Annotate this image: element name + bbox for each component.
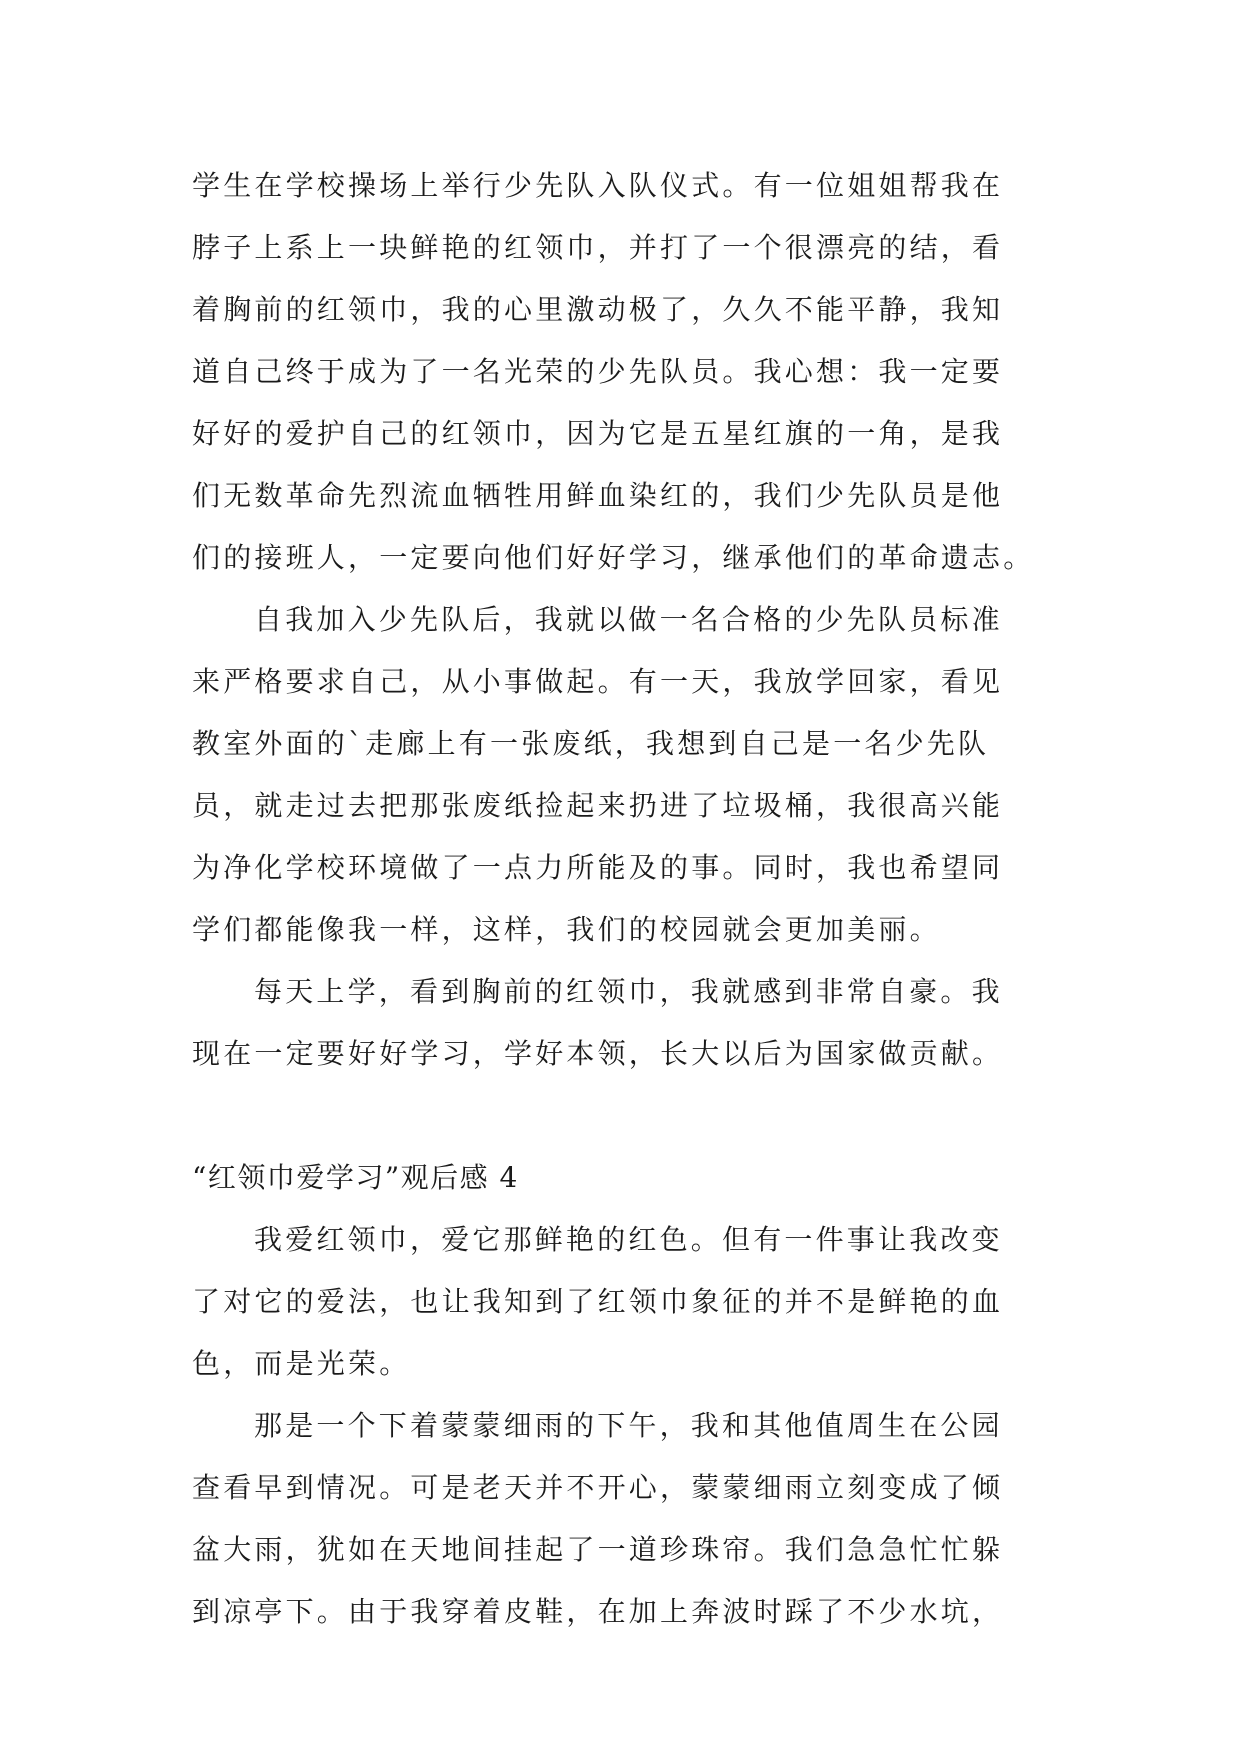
text-line: 们无数革命先烈流血牺牲用鲜血染红的，我们少先队员是他 [192,479,1004,512]
paragraph-4 [192,1209,1052,1395]
text-line: 现在一定要好好学习，学好本领，长大以后为国家做贡献。 [192,1037,1004,1070]
paragraph-1 [192,155,1052,589]
section-heading: “红领巾爱学习”观后感 4 [192,1161,519,1194]
text-line: 我爱红领巾，爱它那鲜艳的红色。但有一件事让我改变 [254,1223,1003,1256]
text-line: 了对它的爱法，也让我知到了红领巾象征的并不是鲜艳的血 [192,1285,1004,1318]
document-body [192,155,1052,1643]
text-line: 到凉亭下。由于我穿着皮鞋，在加上奔波时踩了不少水坑， [192,1595,1004,1628]
text-line: 学们都能像我一样，这样，我们的校园就会更加美丽。 [192,913,941,946]
text-line: 好好的爱护自己的红领巾，因为它是五星红旗的一角，是我 [192,417,1004,450]
text-line: 为净化学校环境做了一点力所能及的事。同时，我也希望同 [192,851,1004,884]
text-line: 脖子上系上一块鲜艳的红领巾，并打了一个很漂亮的结，看 [192,231,1004,264]
text-line: 教室外面的`走廊上有一张废纸，我想到自己是一名少先队 [192,727,990,760]
paragraph-2 [192,589,1052,961]
paragraph-3 [192,961,1052,1085]
text-line: 查看早到情况。可是老天并不开心，蒙蒙细雨立刻变成了倾 [192,1471,1004,1504]
text-line: 道自己终于成为了一名光荣的少先队员。我心想：我一定要 [192,355,1004,388]
text-line: 自我加入少先队后，我就以做一名合格的少先队员标准 [254,603,1003,636]
text-line: 来严格要求自己，从小事做起。有一天，我放学回家，看见 [192,665,1004,698]
text-line: 着胸前的红领巾，我的心里激动极了，久久不能平静，我知 [192,293,1004,326]
text-line: 每天上学，看到胸前的红领巾，我就感到非常自豪。我 [254,975,1003,1008]
text-line: 学生在学校操场上举行少先队入队仪式。有一位姐姐帮我在 [192,169,1004,202]
text-line: 盆大雨，犹如在天地间挂起了一道珍珠帘。我们急急忙忙躲 [192,1533,1004,1566]
text-line: 那是一个下着蒙蒙细雨的下午，我和其他值周生在公园 [254,1409,1003,1442]
text-line: 员，就走过去把那张废纸捡起来扔进了垃圾桶，我很高兴能 [192,789,1004,822]
text-line: 色，而是光荣。 [192,1347,411,1380]
text-line: 们的接班人，一定要向他们好好学习，继承他们的革命遗志。 [192,541,1035,574]
paragraph-5 [192,1395,1052,1643]
